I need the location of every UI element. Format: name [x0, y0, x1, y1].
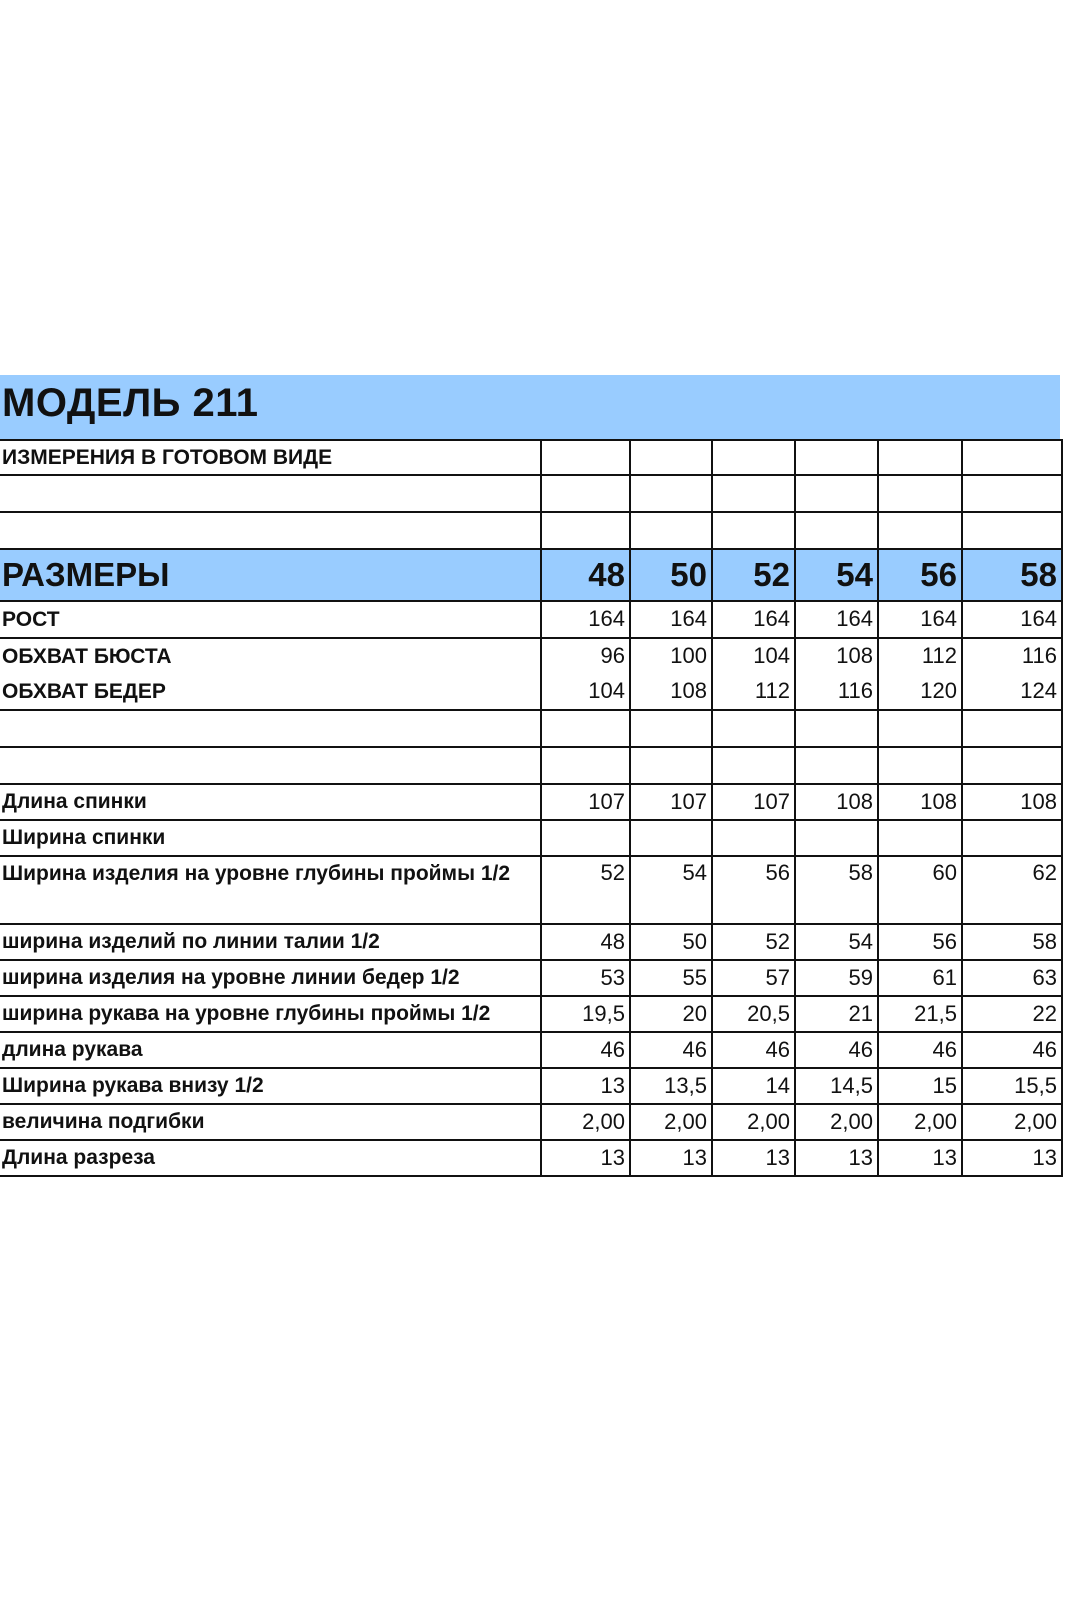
body-row-2 — [0, 674, 1062, 710]
body-row-0-value-2: 164 — [712, 601, 795, 638]
garment-row-2-value-5: 62 — [962, 856, 1062, 924]
empty-row-3-label — [0, 710, 541, 747]
empty-row-3-value-0 — [541, 710, 630, 747]
body-row-2-value-1: 108 — [630, 674, 712, 710]
garment-row-4-value-4: 61 — [878, 960, 962, 996]
empty-row-1-value-0 — [541, 475, 630, 512]
garment-row-3-value-2: 52 — [712, 924, 795, 960]
garment-row-1-value-5 — [962, 820, 1062, 856]
body-row-1-value-4: 112 — [878, 638, 962, 674]
body-row-2-value-4: 120 — [878, 674, 962, 710]
garment-row-3 — [0, 924, 1062, 960]
section-row-value-1 — [630, 440, 712, 475]
garment-row-1-value-0 — [541, 820, 630, 856]
empty-row-2-value-5 — [962, 512, 1062, 549]
garment-row-8-value-3: 2,00 — [795, 1104, 878, 1140]
garment-row-4-value-5: 63 — [962, 960, 1062, 996]
empty-row-4-value-5 — [962, 747, 1062, 784]
empty-row-2-value-1 — [630, 512, 712, 549]
garment-row-3-value-4: 56 — [878, 924, 962, 960]
garment-row-9-value-4: 13 — [878, 1140, 962, 1176]
empty-row-3-value-1 — [630, 710, 712, 747]
body-row-1-value-2: 104 — [712, 638, 795, 674]
empty-row-2-value-2 — [712, 512, 795, 549]
body-row-1-value-1: 100 — [630, 638, 712, 674]
garment-row-3-value-1: 50 — [630, 924, 712, 960]
sizes-row-value-5: 58 — [962, 549, 1062, 601]
empty-row-3-value-2 — [712, 710, 795, 747]
section-row-value-2 — [712, 440, 795, 475]
garment-row-1-value-4 — [878, 820, 962, 856]
empty-row-2-value-4 — [878, 512, 962, 549]
garment-row-2-value-1: 54 — [630, 856, 712, 924]
empty-row-2 — [0, 512, 1062, 549]
garment-row-4-value-0: 53 — [541, 960, 630, 996]
garment-row-8-value-2: 2,00 — [712, 1104, 795, 1140]
garment-row-7-value-1: 13,5 — [630, 1068, 712, 1104]
body-row-2-value-2: 112 — [712, 674, 795, 710]
garment-row-6-value-5: 46 — [962, 1032, 1062, 1068]
empty-row-1-value-3 — [795, 475, 878, 512]
garment-row-6-label: длина рукава — [0, 1032, 541, 1068]
garment-row-2-value-3: 58 — [795, 856, 878, 924]
empty-row-2-value-0 — [541, 512, 630, 549]
garment-row-8-label: величина подгибки — [0, 1104, 541, 1140]
size-table — [0, 439, 1063, 1177]
garment-row-8-value-1: 2,00 — [630, 1104, 712, 1140]
empty-row-3-value-4 — [878, 710, 962, 747]
garment-row-8 — [0, 1104, 1062, 1140]
garment-row-7-value-2: 14 — [712, 1068, 795, 1104]
sizes-row-value-1: 50 — [630, 549, 712, 601]
empty-row-1-value-4 — [878, 475, 962, 512]
body-row-2-value-3: 116 — [795, 674, 878, 710]
model-title: МОДЕЛЬ 211 — [2, 381, 259, 425]
garment-row-6-value-0: 46 — [541, 1032, 630, 1068]
garment-row-7-value-3: 14,5 — [795, 1068, 878, 1104]
empty-row-1-label — [0, 475, 541, 512]
garment-row-6-value-3: 46 — [795, 1032, 878, 1068]
garment-row-9 — [0, 1140, 1062, 1176]
empty-row-4-value-2 — [712, 747, 795, 784]
garment-row-8-value-5: 2,00 — [962, 1104, 1062, 1140]
garment-row-0-value-3: 108 — [795, 784, 878, 820]
garment-row-5-label: ширина рукава на уровне глубины проймы 1/2 — [0, 996, 541, 1032]
body-row-1 — [0, 638, 1062, 674]
body-row-0-value-0: 164 — [541, 601, 630, 638]
body-row-2-value-0: 104 — [541, 674, 630, 710]
empty-row-4-value-4 — [878, 747, 962, 784]
garment-row-5-value-4: 21,5 — [878, 996, 962, 1032]
garment-row-6-value-1: 46 — [630, 1032, 712, 1068]
garment-row-1-label: Ширина спинки — [0, 820, 541, 856]
garment-row-1-value-2 — [712, 820, 795, 856]
body-row-2-label: ОБХВАТ БЕДЕР — [0, 674, 541, 710]
body-row-1-value-0: 96 — [541, 638, 630, 674]
body-row-0-value-3: 164 — [795, 601, 878, 638]
empty-row-3 — [0, 710, 1062, 747]
garment-row-9-value-2: 13 — [712, 1140, 795, 1176]
garment-row-0-value-1: 107 — [630, 784, 712, 820]
garment-row-7-value-4: 15 — [878, 1068, 962, 1104]
garment-row-8-value-4: 2,00 — [878, 1104, 962, 1140]
garment-row-1 — [0, 820, 1062, 856]
garment-row-0-value-2: 107 — [712, 784, 795, 820]
garment-row-2-value-0: 52 — [541, 856, 630, 924]
body-row-0-label: РОСТ — [0, 601, 541, 638]
garment-row-5-value-3: 21 — [795, 996, 878, 1032]
garment-row-5-value-0: 19,5 — [541, 996, 630, 1032]
garment-row-6-value-4: 46 — [878, 1032, 962, 1068]
garment-row-9-value-5: 13 — [962, 1140, 1062, 1176]
empty-row-2-label — [0, 512, 541, 549]
empty-row-4-value-3 — [795, 747, 878, 784]
sizes-row-label: РАЗМЕРЫ — [0, 549, 541, 601]
body-row-0-value-4: 164 — [878, 601, 962, 638]
empty-row-1-value-1 — [630, 475, 712, 512]
section-row — [0, 440, 1062, 475]
empty-row-1-value-5 — [962, 475, 1062, 512]
garment-row-1-value-3 — [795, 820, 878, 856]
garment-row-2-value-2: 56 — [712, 856, 795, 924]
garment-row-4-value-2: 57 — [712, 960, 795, 996]
garment-row-7 — [0, 1068, 1062, 1104]
section-row-value-3 — [795, 440, 878, 475]
empty-row-4 — [0, 747, 1062, 784]
garment-row-9-label: Длина разреза — [0, 1140, 541, 1176]
sizes-row-value-3: 54 — [795, 549, 878, 601]
body-row-2-value-5: 124 — [962, 674, 1062, 710]
empty-row-1-value-2 — [712, 475, 795, 512]
section-row-value-4 — [878, 440, 962, 475]
empty-row-4-label — [0, 747, 541, 784]
sizes-row-value-2: 52 — [712, 549, 795, 601]
garment-row-0 — [0, 784, 1062, 820]
garment-row-1-value-1 — [630, 820, 712, 856]
garment-row-6 — [0, 1032, 1062, 1068]
body-row-0-value-5: 164 — [962, 601, 1062, 638]
empty-row-4-value-1 — [630, 747, 712, 784]
garment-row-9-value-0: 13 — [541, 1140, 630, 1176]
garment-row-3-value-5: 58 — [962, 924, 1062, 960]
garment-row-9-value-1: 13 — [630, 1140, 712, 1176]
body-row-1-value-3: 108 — [795, 638, 878, 674]
body-row-1-label: ОБХВАТ БЮСТА — [2, 644, 172, 668]
empty-row-3-value-3 — [795, 710, 878, 747]
garment-row-7-label: Ширина рукава внизу 1/2 — [0, 1068, 541, 1104]
size-table-body — [0, 440, 1062, 1176]
garment-row-7-value-0: 13 — [541, 1068, 630, 1104]
body-row-0-value-1: 164 — [630, 601, 712, 638]
garment-row-5-value-1: 20 — [630, 996, 712, 1032]
garment-row-4-value-3: 59 — [795, 960, 878, 996]
sizes-row-value-0: 48 — [541, 549, 630, 601]
sizes-row — [0, 549, 1062, 601]
empty-row-1 — [0, 475, 1062, 512]
garment-row-2-value-4: 60 — [878, 856, 962, 924]
garment-row-7-value-5: 15,5 — [962, 1068, 1062, 1104]
garment-row-9-value-3: 13 — [795, 1140, 878, 1176]
title-bar — [0, 375, 1060, 439]
garment-row-5-value-2: 20,5 — [712, 996, 795, 1032]
garment-row-4 — [0, 960, 1062, 996]
section-row-value-5 — [962, 440, 1062, 475]
garment-row-0-value-5: 108 — [962, 784, 1062, 820]
sizes-row-value-4: 56 — [878, 549, 962, 601]
garment-row-6-value-2: 46 — [712, 1032, 795, 1068]
garment-row-5-value-5: 22 — [962, 996, 1062, 1032]
body-row-0 — [0, 601, 1062, 638]
garment-row-4-label: ширина изделия на уровне линии бедер 1/2 — [0, 960, 541, 996]
garment-row-3-value-3: 54 — [795, 924, 878, 960]
section-row-label: ИЗМЕРЕНИЯ В ГОТОВОМ ВИДЕ — [0, 440, 541, 475]
empty-row-2-value-3 — [795, 512, 878, 549]
garment-row-0-value-4: 108 — [878, 784, 962, 820]
section-row-value-0 — [541, 440, 630, 475]
garment-row-8-value-0: 2,00 — [541, 1104, 630, 1140]
garment-row-4-value-1: 55 — [630, 960, 712, 996]
garment-row-3-label: ширина изделий по линии талии 1/2 — [0, 924, 541, 960]
garment-row-2-label: Ширина изделия на уровне глубины проймы 1/2 — [0, 856, 541, 924]
garment-row-5 — [0, 996, 1062, 1032]
garment-row-0-value-0: 107 — [541, 784, 630, 820]
garment-row-2 — [0, 856, 1062, 924]
garment-row-0-label: Длина спинки — [0, 784, 541, 820]
garment-row-3-value-0: 48 — [541, 924, 630, 960]
empty-row-4-value-0 — [541, 747, 630, 784]
body-row-1-value-5: 116 — [962, 638, 1062, 674]
empty-row-3-value-5 — [962, 710, 1062, 747]
